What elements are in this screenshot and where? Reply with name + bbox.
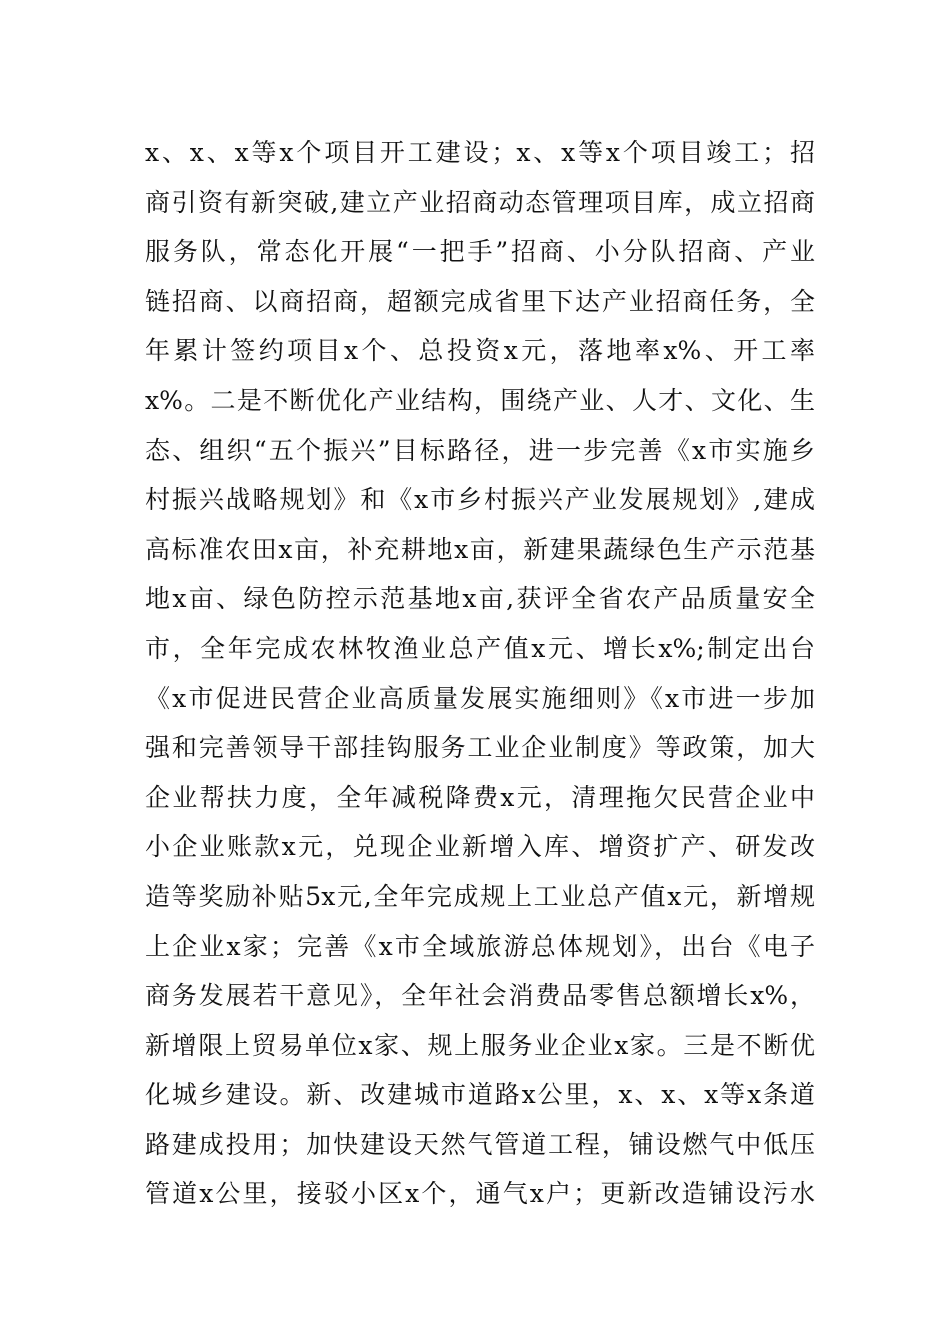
text-line: 企业帮扶力度，全年减税降费x元，清理拖欠民营企业中 (145, 782, 815, 812)
text-line: 管道x公里，接驳小区x个，通气x户；更新改造铺设污水 (145, 1179, 815, 1209)
text-line: 化城乡建设。新、改建城市道路x公里，x、x、x等x条道 (145, 1080, 815, 1110)
text-line: 商引资有新突破,建立产业招商动态管理项目库，成立招商 (145, 187, 815, 217)
text-line: 地x亩、绿色防控示范基地x亩,获评全省农产品质量安全 (145, 584, 815, 614)
text-line: 村振兴战略规划》和《x市乡村振兴产业发展规划》,建成 (145, 485, 815, 515)
text-line: x%。二是不断优化产业结构，围绕产业、人才、文化、生 (145, 385, 815, 415)
text-line: 新增限上贸易单位x家、规上服务业企业x家。三是不断优 (145, 1030, 815, 1060)
text-line: 链招商、以商招商，超额完成省里下达产业招商任务，全 (145, 286, 815, 316)
body-paragraph (145, 128, 815, 1219)
text-line: 年累计签约项目x个、总投资x元，落地率x%、开工率 (145, 336, 815, 366)
text-line: 强和完善领导干部挂钩服务工业企业制度》等政策，加大 (145, 733, 815, 763)
text-line: 市，全年完成农林牧渔业总产值x元、增长x%;制定出台 (145, 633, 815, 663)
text-line: 《x市促进民营企业高质量发展实施细则》《x市进一步加 (145, 683, 815, 713)
text-line: 态、组织“五个振兴”目标路径，进一步完善《x市实施乡 (145, 435, 815, 465)
text-line: 商务发展若干意见》，全年社会消费品零售总额增长x%， (145, 981, 815, 1011)
text-line: 服务队，常态化开展“一把手”招商、小分队招商、产业 (145, 237, 815, 267)
text-line: 上企业x家；完善《x市全域旅游总体规划》，出台《电子 (145, 931, 815, 961)
text-line: 路建成投用；加快建设天然气管道工程，铺设燃气中低压 (145, 1129, 815, 1159)
text-line: 高标准农田x亩，补充耕地x亩，新建果蔬绿色生产示范基 (145, 534, 815, 564)
text-line: x、x、x等x个项目开工建设；x、x等x个项目竣工；招 (145, 138, 815, 167)
text-line: 小企业账款x元，兑现企业新增入库、增资扩产、研发改 (145, 832, 815, 862)
text-line: 造等奖励补贴5x元,全年完成规上工业总产值x元，新增规 (145, 881, 815, 911)
